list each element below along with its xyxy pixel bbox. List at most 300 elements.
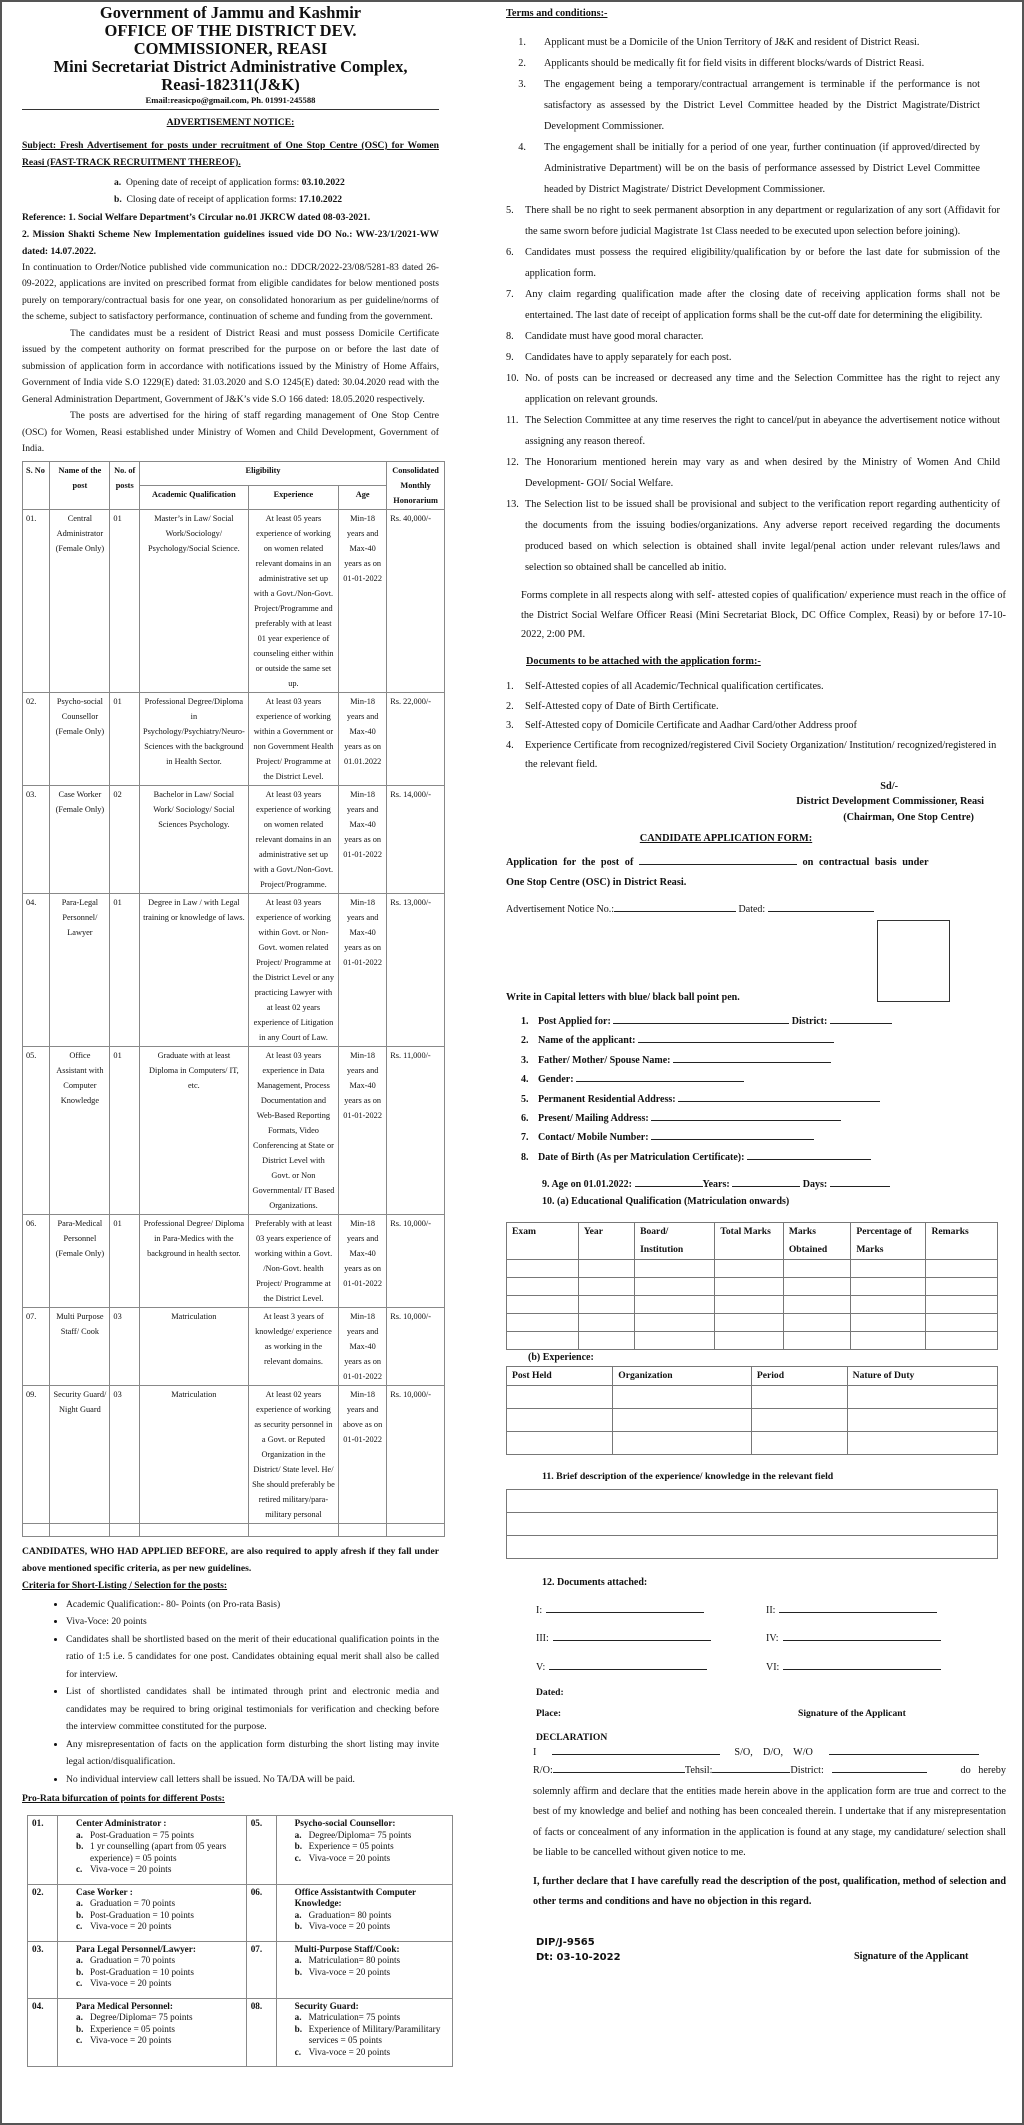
item-text: Graduation = 70 points [89, 1898, 176, 1909]
reference-2: 2. Mission Shakti Scheme New Implementation guidelines issued vide DO No.: WW-23/1/2021-WW dated: 14.07.2022. [22, 228, 439, 257]
field-label: Contact/ Mobile Number: [538, 1132, 649, 1144]
form-instruction: Write in Capital letters with blue/ black ball point pen. [506, 992, 740, 1004]
header-line: COMMISSIONER, REASI [133, 39, 328, 58]
term-number: 8. [506, 331, 514, 342]
dip-date: Dt: 03-10-2022 [536, 1951, 621, 1963]
term-text: Candidate must have good moral character. [525, 331, 704, 342]
cell-name: Para-Medical Personnel (Female Only) [50, 1214, 110, 1307]
cell-qualification: Degree in Law / with Legal training or knowledge of laws. [139, 893, 248, 1046]
item-text: Experience = 05 points [89, 2023, 176, 2034]
term-item [506, 74, 1006, 137]
term-item [506, 494, 1006, 578]
term-text: No. of posts can be increased or decreased any time and the Selection Committee has the right to reject any application on relevant grounds. [525, 373, 1000, 405]
table-row [507, 1314, 998, 1332]
post-points [57, 1884, 246, 1941]
term-item [506, 452, 1006, 494]
application-line: Application for the post of on contractual basis under [506, 853, 1006, 873]
table-cell[interactable] [578, 1296, 634, 1314]
points-item [76, 1955, 242, 1967]
table-row [507, 1260, 998, 1278]
field-input[interactable] [613, 1012, 789, 1024]
cell-empty [50, 1523, 110, 1536]
post-number: 08. [246, 1998, 276, 2067]
tehsil-field[interactable] [712, 1761, 790, 1773]
terms-list [506, 32, 1006, 578]
doc-slot-input[interactable] [546, 1601, 704, 1613]
field-number: 3. [521, 1054, 529, 1066]
post-name-field[interactable] [639, 853, 797, 865]
cell-qualification: Matriculation [139, 1307, 248, 1385]
table-row [23, 1214, 445, 1307]
table-cell[interactable] [715, 1314, 784, 1332]
table-cell[interactable] [635, 1332, 715, 1350]
doc-slot-input[interactable] [783, 1658, 941, 1670]
cell-age: Min-18 years and above as on 01-01-2022 [339, 1385, 387, 1523]
form-field [521, 1128, 1006, 1147]
pro-rata-title: Pro-Rata bifurcation of points for different Posts: [22, 1793, 225, 1805]
cell-experience: At least 03 years experience of working on women related relevant domains in an administrative set up with a Govt./Non-Govt. Project/Programme. [248, 785, 338, 893]
post-number: 03. [28, 1941, 58, 1998]
document-text: Self-Attested copies of all Academic/Technical qualification certificates. [525, 681, 824, 693]
photo-row [506, 918, 1006, 1004]
notice-date-field[interactable] [768, 900, 874, 912]
cell-age: Min-18 years and Max-40 years as on 01.01.2022 [339, 692, 387, 785]
table-cell[interactable] [613, 1409, 752, 1432]
criteria-item: • Candidates shall be shortlisted based on the merit of their educational qualification points in the ratio of 1:5 i.e. 5 candidates for one post. Candidates obtaining equal merit shall also be called for interview. [66, 1631, 439, 1684]
item-letter: b. [75, 1841, 84, 1852]
table-cell[interactable] [635, 1314, 715, 1332]
table-cell[interactable] [926, 1332, 998, 1350]
item-letter: a. [294, 1955, 302, 1966]
field-input[interactable] [651, 1109, 841, 1121]
pro-rata-row [28, 1816, 453, 1885]
brief-line[interactable] [507, 1513, 998, 1536]
points-item [76, 1910, 242, 1922]
term-item [506, 242, 1006, 284]
post-number: 01. [28, 1816, 58, 1885]
post-title: Psycho-social Counsellor: [294, 1818, 396, 1829]
term-number: 11. [506, 415, 519, 426]
post-number: 05. [246, 1816, 276, 1885]
table-cell[interactable] [715, 1296, 784, 1314]
item-letter: b. [75, 1909, 84, 1920]
signoff-designation: District Development Commissioner, Reasi [796, 796, 984, 808]
points-item [76, 2035, 242, 2047]
field-label: Date of Birth (As per Matriculation Certificate): [538, 1151, 745, 1163]
item-letter: b. [75, 2023, 84, 2034]
table-cell[interactable] [613, 1432, 752, 1455]
age-field[interactable] [635, 1175, 703, 1187]
cell-name: Office Assistant with Computer Knowledge [50, 1046, 110, 1214]
item-text: Matriculation= 75 points [308, 2012, 401, 2023]
footer-signature: Signature of the Applicant [854, 1950, 969, 1962]
cell-empty [339, 1523, 387, 1536]
term-item [506, 326, 1006, 347]
table-cell[interactable] [507, 1314, 579, 1332]
table-cell[interactable] [926, 1260, 998, 1278]
signature-label: Signature of the Applicant [798, 1708, 906, 1720]
cell-sno: 09. [23, 1385, 50, 1523]
table-cell[interactable] [635, 1296, 715, 1314]
points-item [76, 1864, 242, 1876]
closing-date: b. Closing date of receipt of application forms: 17.10.2022 [114, 193, 343, 205]
cell-experience: At least 02 years experience of working as security personnel in a Govt. or Reputed Organization in the District/ State level. He/ She should preferably be retired military/para-military personal [248, 1385, 338, 1523]
col-header: Post Held [507, 1367, 613, 1386]
item-text: Post-Graduation = 10 points [89, 1966, 194, 1977]
table-cell[interactable] [613, 1386, 752, 1409]
table-row [23, 692, 445, 785]
field-input[interactable] [747, 1148, 871, 1160]
cell-name: Psycho-social Counsellor (Female Only) [50, 692, 110, 785]
points-item [295, 1955, 448, 1967]
header-line: Mini Secretariat District Administrative Complex, [53, 57, 408, 76]
notice-no-field[interactable] [614, 900, 736, 912]
table-cell[interactable] [847, 1432, 997, 1455]
post-points [57, 1941, 246, 1998]
cell-honorarium: Rs. 10,000/- [387, 1214, 445, 1307]
table-cell[interactable] [507, 1260, 579, 1278]
term-text: Applicant must be a Domicile of the Union Territory of J&K and resident of District Reasi. [544, 37, 920, 48]
cell-age: Min-18 years and Max-40 years as on 01-01-2022 [339, 785, 387, 893]
table-cell[interactable] [926, 1278, 998, 1296]
term-item [506, 200, 1006, 242]
term-text: Candidates have to apply separately for each post. [525, 352, 732, 363]
table-row [507, 1409, 998, 1432]
dates-list [22, 174, 439, 208]
field-input[interactable] [638, 1031, 834, 1043]
field-label: Permanent Residential Address: [538, 1093, 676, 1105]
table-cell[interactable] [751, 1409, 847, 1432]
table-cell[interactable] [578, 1278, 634, 1296]
document-item [506, 697, 1006, 717]
table-cell[interactable] [851, 1260, 926, 1278]
table-cell[interactable] [926, 1314, 998, 1332]
document-number: 4. [506, 739, 514, 751]
table-cell[interactable] [578, 1314, 634, 1332]
col-header: Remarks [926, 1223, 998, 1260]
points-item [76, 2024, 242, 2036]
term-number: 13. [506, 499, 519, 510]
table-row [23, 1307, 445, 1385]
post-number: 02. [28, 1884, 58, 1941]
table-cell[interactable] [507, 1432, 613, 1455]
col-header: Consolidated Monthly Honorarium [387, 461, 445, 509]
item-letter: b. [294, 2023, 303, 2034]
cell-age: Min-18 years and Max-40 years as on 01-01-2022 [339, 1046, 387, 1214]
table-cell[interactable] [635, 1278, 715, 1296]
docs-attached [506, 1601, 1006, 1676]
term-text: The engagement shall be initially for a period of one year, further continuation (if approved/directed by Administrative Department) will be on the basis of performance assessed by District Level Committee headed by District Magistrate/ District Development Commissioner. [544, 142, 980, 195]
points-item [76, 2012, 242, 2024]
doc-slot-input[interactable] [549, 1658, 707, 1670]
points-item [76, 1841, 242, 1864]
table-row [23, 509, 445, 692]
cell-name: Central Administrator (Female Only) [50, 509, 110, 692]
document-number: 2. [506, 700, 514, 712]
reapply-note: CANDIDATES, WHO HAD APPLIED BEFORE, are also required to apply afresh if they fall under above mentioned specific criteria, as per new guidelines. [22, 1545, 439, 1574]
field-input[interactable] [576, 1070, 744, 1082]
table-cell[interactable] [851, 1332, 926, 1350]
table-cell[interactable] [507, 1278, 579, 1296]
table-cell[interactable] [507, 1296, 579, 1314]
cell-age: Min-18 years and Max-40 years as on 01-01-2022 [339, 1214, 387, 1307]
table-row [507, 1278, 998, 1296]
cell-name: Case Worker (Female Only) [50, 785, 110, 893]
col-header: Academic Qualification [139, 485, 248, 509]
term-text: The Honorarium mentioned herein may vary as and when desired by the Ministry of Women And Child Development- GOI/ Social Welfare. [525, 457, 1000, 489]
submission-note: Forms complete in all respects along with self- attested copies of qualification/ experience must reach in the office of the District Social Welfare Officer Reasi (Mini Secretariat Block, DC Office Complex, Reasi) by or before 17-10-2022, 2:00 PM. [521, 590, 1006, 640]
item-letter: b. [294, 1921, 303, 1932]
post-title: Case Worker : [75, 1886, 133, 1897]
declaration-line-1: I S/O, D/O, W/O [533, 1743, 1006, 1761]
table-cell[interactable] [783, 1296, 851, 1314]
header-row [507, 1223, 998, 1260]
term-number: 2. [518, 58, 526, 69]
place-row [506, 1707, 1006, 1722]
table-cell[interactable] [783, 1332, 851, 1350]
criteria-item: • List of shortlisted candidates shall be intimated through print and electronic media and candidates may be required to bring original testimonials for verification and checking before the interview committee constituted for the purpose. [66, 1683, 439, 1736]
points-item [76, 1898, 242, 1910]
term-number: 5. [506, 205, 514, 216]
brief-line[interactable] [507, 1490, 998, 1513]
declaration-body: solemnly affirm and declare that the entities made herein above in the application form are true and correct to the best of my knowledge and belief and nothing has been concealed therein. I undertake that if any misrepresentation of facts or concealment of any information in the application is found at any stage, my candidature/ selection shall be liable to be cancelled without given notice to me. [533, 1785, 1006, 1859]
term-item [506, 410, 1006, 452]
item-letter: a. [294, 1909, 302, 1920]
item-letter: a. [75, 1829, 83, 1840]
paragraph: The candidates must be a resident of District Reasi and must possess Domicile Certificate issued by the competent authority on format prescribed for the purpose on or before the last date of submission of application form in accordance with notifications issued by the Ministry of Home Affairs, Government of India vide S.O 1229(E) dated: 31.03.2020 and S.O 1245(E) dated: 30.04.2020 read with the General Administration Department, Government of J&K’s vide S.O 166 dated: 18.05.2020 respectively. [22, 327, 439, 405]
terms-title: Terms and conditions:- [506, 8, 608, 19]
cell-sno: 04. [23, 893, 50, 1046]
item-letter: b. [294, 1841, 303, 1852]
table-cell[interactable] [847, 1386, 997, 1409]
table-row [23, 1385, 445, 1523]
form-field [521, 1012, 1006, 1031]
cell-qualification: Professional Degree/Diploma in Psychology/Psychiatry/Neuro-Sciences with the background in Health Sector. [139, 692, 248, 785]
col-header: Organization [613, 1367, 752, 1386]
col-header: Year [578, 1223, 634, 1260]
table-cell[interactable] [847, 1409, 997, 1432]
cell-honorarium: Rs. 10,000/- [387, 1307, 445, 1385]
declaration-line-2: R/O: Tehsil: District: do hereby [533, 1761, 1006, 1782]
term-number: 12. [506, 457, 519, 468]
header-line: Reasi-182311(J&K) [161, 75, 300, 94]
days-field[interactable] [830, 1175, 890, 1187]
letterhead [22, 4, 439, 106]
table-cell[interactable] [783, 1314, 851, 1332]
form-field [521, 1090, 1006, 1109]
cell-empty [248, 1523, 338, 1536]
criteria-item: • No individual interview call letters shall be issued. No TA/DA will be paid. [66, 1771, 439, 1789]
table-cell[interactable] [507, 1409, 613, 1432]
term-number: 4. [518, 142, 526, 153]
document-text: Self-Attested copy of Domicile Certificate and Aadhar Card/other Address proof [525, 720, 857, 732]
form-field [521, 1109, 1006, 1128]
table-cell[interactable] [635, 1260, 715, 1278]
footer [506, 1935, 1006, 1965]
item-text: Viva-voce = 20 points [308, 1852, 391, 1863]
doc-slot-label: I: [536, 1604, 543, 1616]
cell-count: 01 [110, 509, 140, 692]
divider [22, 109, 439, 110]
post-title: Office Assistantwith Computer Knowledge: [294, 1886, 416, 1909]
document-item [506, 736, 1006, 775]
cell-experience: Preferably with at least 03 years experience of working within a Govt. /Non-Govt. health Project/ Programme at the District Level. [248, 1214, 338, 1307]
points-item [76, 1967, 242, 1979]
item-letter: c. [75, 1978, 83, 1989]
field-number: 7. [521, 1132, 529, 1144]
dated-label: Dated: [536, 1687, 564, 1699]
post-points [57, 1816, 246, 1885]
paragraph: In continuation to Order/Notice published vide communication no.: DDCR/2022-23/08/5281-83 dated 26-09-2022, applications are invited on prescribed format from eligible candidates for below mentioned posts purely on temporary/contractual basis for one year, on consolidated honorarium as per guideline/norms of the scheme, subject to satisfactory performance, continuation of scheme and funding from the government. [22, 261, 439, 323]
place-label: Place: [536, 1708, 562, 1720]
cell-empty [23, 1523, 50, 1536]
cell-age: Min-18 years and Max-40 years as on 01-01-2022 [339, 509, 387, 692]
cell-sno: 06. [23, 1214, 50, 1307]
term-text: The Selection Committee at any time reserves the right to cancel/put in abeyance the advertisement notice without assigning any reason thereof. [525, 415, 1000, 447]
table-cell[interactable] [715, 1332, 784, 1350]
header-line: Government of Jammu and Kashmir [99, 3, 362, 22]
field-input[interactable] [678, 1090, 880, 1102]
field-label: Name of the applicant: [538, 1035, 636, 1047]
header-line: OFFICE OF THE DISTRICT DEV. [104, 21, 357, 40]
item-text: Viva-voce = 20 points [89, 2035, 172, 2046]
cell-experience: At least 3 years of knowledge/ experience as working in the relevant domains. [248, 1307, 338, 1385]
item-text: Post-Graduation = 10 points [89, 1909, 194, 1920]
table-cell[interactable] [715, 1278, 784, 1296]
field-number: 8. [521, 1151, 529, 1163]
post-points [276, 1998, 452, 2067]
post-title: Multi-Purpose Staff/Cook: [294, 1943, 400, 1954]
col-header: Marks Obtained [783, 1223, 851, 1260]
item-letter: b. [75, 1966, 84, 1977]
points-item [295, 1967, 448, 1979]
brief-line[interactable] [507, 1536, 998, 1559]
doc-slot-input[interactable] [553, 1629, 711, 1641]
item-text: Experience = 05 points [308, 1841, 394, 1852]
form-field [521, 1031, 1006, 1050]
term-item [506, 53, 1006, 74]
post-number: 04. [28, 1998, 58, 2067]
field-label: Gender: [538, 1074, 574, 1086]
parent-name-field[interactable] [829, 1743, 979, 1755]
item-text: Graduation = 70 points [89, 1955, 176, 1966]
cell-honorarium: Rs. 13,000/- [387, 893, 445, 1046]
item-text: Degree/Diploma= 75 points [89, 2012, 193, 2023]
points-item [76, 1830, 242, 1842]
post-points [276, 1816, 452, 1885]
post-points [57, 1998, 246, 2067]
paragraph: The posts are advertised for the hiring of staff regarding management of One Stop Centre (OSC) for Women, Reasi established under Ministry of Women and Child Development, Government of India. [22, 410, 439, 455]
application-line-2: One Stop Centre (OSC) in District Reasi. [506, 876, 687, 888]
item-letter: a. [294, 2012, 302, 2023]
item-text: Post-Graduation = 75 points [89, 1829, 194, 1840]
document-text: Experience Certificate from recognized/registered Civil Society Organization/ Institution/ recognized/registered in the relevant field. [525, 739, 997, 771]
pro-rata-row [28, 1884, 453, 1941]
doc-slot [766, 1658, 996, 1676]
item-letter: a. [294, 1829, 302, 1840]
table-cell[interactable] [851, 1314, 926, 1332]
table-cell[interactable] [783, 1278, 851, 1296]
cell-sno: 05. [23, 1046, 50, 1214]
table-cell[interactable] [578, 1332, 634, 1350]
header-row [507, 1367, 998, 1386]
exp-title: (b) Experience: [528, 1352, 594, 1364]
cell-name: Security Guard/ Night Guard [50, 1385, 110, 1523]
doc-slot [766, 1601, 996, 1619]
cell-honorarium: Rs. 14,000/- [387, 785, 445, 893]
item-text: Experience of Military/Paramilitary services = 05 points [308, 2023, 441, 2046]
field-label-extra: District: [791, 1015, 828, 1027]
cell-qualification: Bachelor in Law/ Social Work/ Sociology/ Social Sciences Psychology. [139, 785, 248, 893]
item-text: Viva-voce = 20 points [89, 1978, 172, 1989]
brief-title: 11. Brief description of the experience/ knowledge in the relevant field [542, 1471, 834, 1483]
cell-qualification: Professional Degree/ Diploma in Para-Medics with the background in health sector. [139, 1214, 248, 1307]
table-cell[interactable] [507, 1386, 613, 1409]
post-title: Center Administrator : [75, 1818, 167, 1829]
col-header: Board/ Institution [635, 1223, 715, 1260]
table-cell[interactable] [851, 1296, 926, 1314]
declarant-name-field[interactable] [552, 1743, 720, 1755]
cell-honorarium: Rs. 10,000/- [387, 1385, 445, 1523]
doc-slot-input[interactable] [783, 1629, 941, 1641]
field-number: 5. [521, 1093, 529, 1105]
term-text: There shall be no right to seek permanent absorption in any department or regularization of any sort (Affidavit for the same sworn before judicial Magistrate 1st Class needed to be executed upon selection before joining). [525, 205, 1000, 237]
table-cell[interactable] [751, 1432, 847, 1455]
table-cell[interactable] [783, 1260, 851, 1278]
cell-count: 01 [110, 692, 140, 785]
years-field[interactable] [732, 1175, 800, 1187]
field-number: 6. [521, 1112, 529, 1124]
table-cell[interactable] [715, 1260, 784, 1278]
points-item [295, 1841, 448, 1853]
district-input[interactable] [830, 1012, 892, 1024]
posts-table [22, 461, 445, 1537]
post-points [276, 1884, 452, 1941]
cell-honorarium: Rs. 11,000/- [387, 1046, 445, 1214]
points-item [295, 2047, 448, 2059]
term-item [506, 347, 1006, 368]
table-row-empty [23, 1523, 445, 1536]
col-header: Eligibility [139, 461, 386, 485]
photo-box[interactable] [877, 920, 950, 1002]
item-text: Graduation= 80 points [308, 1909, 392, 1920]
doc-slot-label: IV: [766, 1633, 779, 1645]
form-field [521, 1070, 1006, 1089]
district-field[interactable] [832, 1761, 927, 1773]
table-row [23, 785, 445, 893]
cell-empty [387, 1523, 445, 1536]
ro-field[interactable] [553, 1761, 685, 1773]
table-cell[interactable] [578, 1260, 634, 1278]
col-header: Name of the post [50, 461, 110, 509]
document-number: 3. [506, 720, 514, 732]
table-cell[interactable] [507, 1332, 579, 1350]
doc-slot-input[interactable] [779, 1601, 937, 1613]
table-cell[interactable] [851, 1278, 926, 1296]
table-cell[interactable] [926, 1296, 998, 1314]
field-input[interactable] [673, 1051, 831, 1063]
item-text: Viva-voce = 20 points [89, 1921, 172, 1932]
notice-title: ADVERTISEMENT NOTICE: [166, 117, 295, 128]
term-number: 10. [506, 373, 519, 384]
table-cell[interactable] [751, 1386, 847, 1409]
field-input[interactable] [651, 1128, 814, 1140]
form-fields [506, 1012, 1006, 1167]
form-title: CANDIDATE APPLICATION FORM: [639, 833, 813, 845]
item-text: Matriculation= 80 points [308, 1955, 401, 1966]
cell-experience: At least 03 years experience of working within a Government or non Government Health Project/ Programme at the District Level. [248, 692, 338, 785]
item-letter: a. [75, 1898, 83, 1909]
